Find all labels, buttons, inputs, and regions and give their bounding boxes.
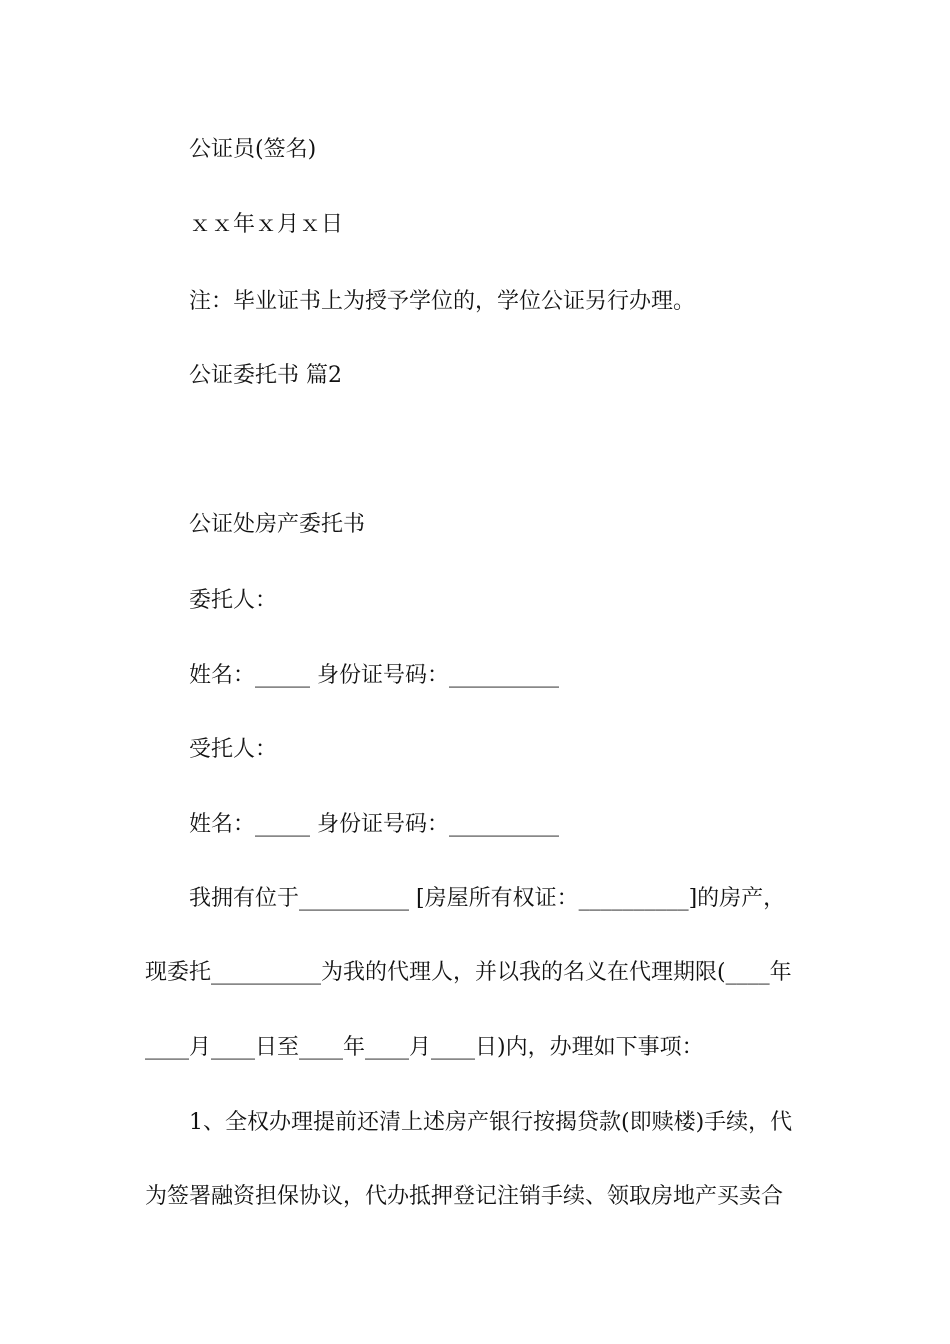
principal-id-line: 姓名：_____ 身份证号码：__________ bbox=[189, 663, 559, 688]
note-line: 注：毕业证书上为授予学位的，学位公证另行办理。 bbox=[189, 289, 696, 314]
agent-label: 受托人： bbox=[189, 737, 278, 762]
property-paragraph-line-2: 现委托__________为我的代理人，并以我的名义在代理期限(____年 bbox=[145, 960, 792, 985]
item-1-line-2: 为签署融资担保协议，代办抵押登记注销手续、领取房地产买卖合 bbox=[145, 1184, 784, 1209]
date-line: ｘｘ年ｘ月ｘ日 bbox=[189, 212, 344, 237]
document-title: 公证处房产委托书 bbox=[189, 512, 366, 537]
section-heading: 公证委托书 篇2 bbox=[189, 363, 342, 388]
agent-id-line: 姓名：_____ 身份证号码：__________ bbox=[189, 812, 559, 837]
property-paragraph-line-3: ____月____日至____年____月____日)内，办理如下事项： bbox=[145, 1035, 704, 1060]
notary-signature-line: 公证员(签名) bbox=[189, 137, 317, 162]
property-paragraph-line-1: 我拥有位于__________ [房屋所有权证：__________]的房产， bbox=[189, 886, 786, 911]
principal-label: 委托人： bbox=[189, 588, 278, 613]
item-1-line-1: 1、全权办理提前还清上述房产银行按揭贷款(即赎楼)手续，代 bbox=[189, 1110, 793, 1135]
